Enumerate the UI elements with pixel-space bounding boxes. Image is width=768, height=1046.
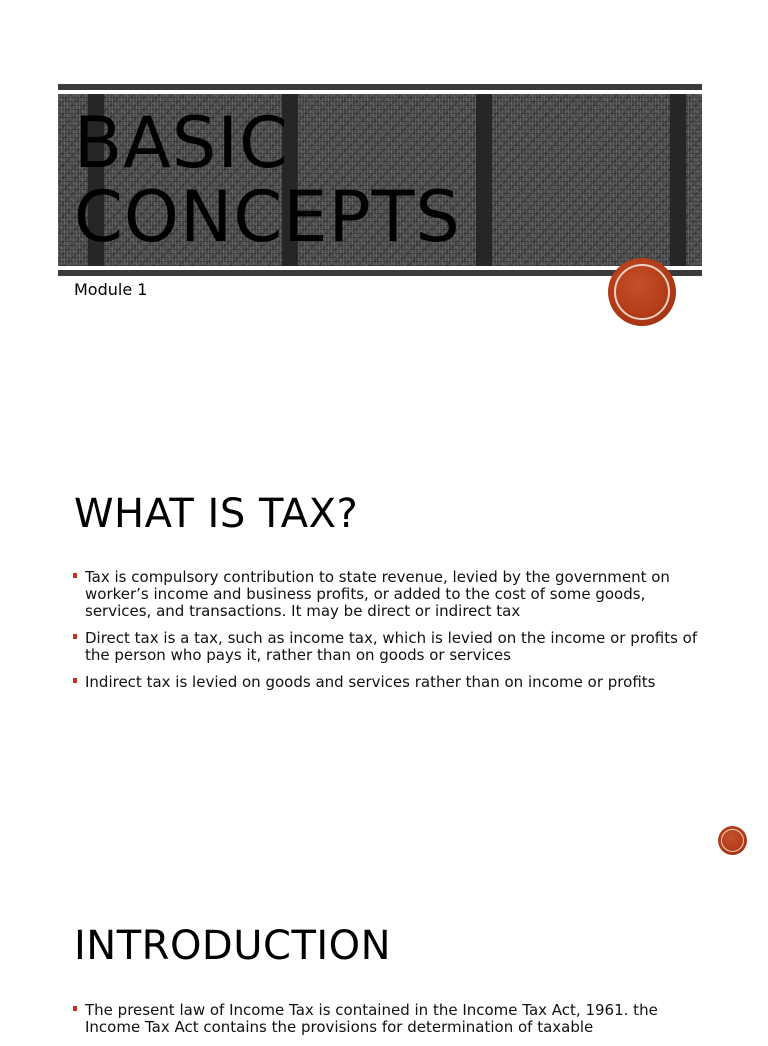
- list-item: [73, 569, 703, 620]
- list-item: [73, 1002, 703, 1036]
- list-item: [73, 630, 703, 664]
- slide-subtitle: Module 1: [74, 280, 148, 299]
- slide-title: [74, 102, 461, 258]
- banner-stripe: [670, 94, 686, 266]
- list-item-text: Indirect tax is levied on goods and services rather than on income or profits: [85, 673, 656, 691]
- list-item-text: The present law of Income Tax is contained in the Income Tax Act, 1961. the Income Tax Act contains the provisions for determination of taxable: [85, 1001, 658, 1036]
- bullet-list-tax: [73, 569, 703, 701]
- slide-heading-introduction: INTRODUCTION: [74, 923, 392, 969]
- bullet-icon: [73, 634, 77, 639]
- decorative-seal-icon: [718, 826, 747, 855]
- bullet-list-introduction: [73, 1002, 703, 1046]
- decorative-seal-icon: [608, 258, 676, 326]
- list-item-text: Direct tax is a tax, such as income tax, which is levied on the income or profits of the person who pays it, rather than on goods or services: [85, 629, 698, 664]
- banner-top-line: [58, 84, 702, 90]
- banner-stripe: [476, 94, 492, 266]
- list-item-text: Tax is compulsory contribution to state revenue, levied by the government on worker’s income and business profits, or added to the cost of some goods, services, and transactions. It may be direct or indirect tax: [85, 568, 670, 620]
- banner-bottom-line: [58, 270, 702, 276]
- title-line-1: BASIC: [74, 102, 289, 184]
- bullet-icon: [73, 1006, 77, 1011]
- slide-heading-what-is-tax: WHAT IS TAX?: [74, 491, 359, 537]
- list-item: [73, 674, 703, 691]
- title-line-2: CONCEPTS: [74, 176, 461, 258]
- bullet-icon: [73, 573, 77, 578]
- bullet-icon: [73, 678, 77, 683]
